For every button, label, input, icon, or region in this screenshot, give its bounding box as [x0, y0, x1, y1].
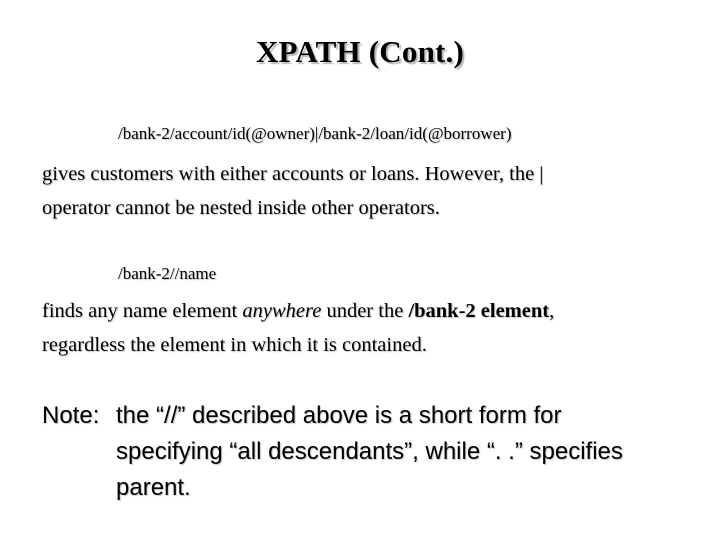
note-body [116, 398, 682, 506]
note-line-1: the “//” described above is a short form for [116, 402, 562, 429]
bold-bank2-element: /bank-2 element [408, 300, 550, 322]
emphasis-anywhere: anywhere [242, 300, 322, 322]
descendant-text-a: finds any name element [42, 300, 243, 322]
union-explanation-line-1: gives customers with either accounts or loans. However, the | [42, 163, 544, 185]
descendant-explanation-line-2: regardless the element in which it is contained. [42, 334, 427, 356]
note-label: Note: [42, 402, 100, 429]
descendant-explanation-paragraph [42, 294, 554, 362]
descendant-text-b: under the [321, 300, 409, 322]
xpath-expression-union: /bank-2/account/id(@owner)|/bank-2/loan/id(@borrower) [118, 124, 512, 143]
descendant-text-c: , [549, 300, 555, 322]
xpath-expression-descendant: /bank-2//name [118, 264, 217, 283]
descendant-explanation-line-1 [42, 294, 554, 328]
note-line-2: specifying “all descendants”, while “. .” specifies [116, 438, 623, 465]
union-explanation-line-2: operator cannot be nested inside other operators. [42, 197, 440, 219]
note-line-3: parent. [116, 474, 191, 501]
union-explanation-paragraph [42, 157, 543, 225]
slide-title: XPATH (Cont.) [255, 34, 465, 69]
